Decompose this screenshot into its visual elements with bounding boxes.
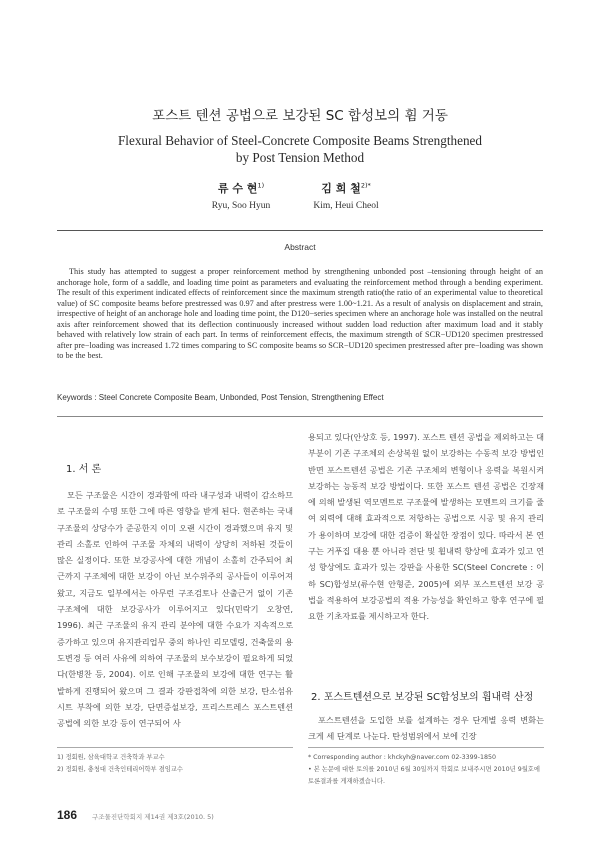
footnote-rule-right bbox=[308, 747, 544, 748]
journal-footer: 구조물진단학회지 제14권 제3호(2010. 5) bbox=[92, 813, 214, 821]
keywords-label: Keywords bbox=[57, 393, 93, 402]
footnote-corresponding-author: * Corresponding author : khckyh@naver.com 02-3399-1850 bbox=[308, 754, 496, 761]
author-2-name-ko: 김 희 철$^{2)*}$ bbox=[321, 181, 371, 195]
section-2-heading: 2. 포스트텐션으로 보강된 SC합성보의 휨내력 산정 bbox=[311, 692, 534, 703]
right-column-paragraph-1: 용되고 있다(안상호 등, 1997). 포스트 텐션 공법을 제외하고는 대부분이 기존 구조체의 손상복원 없이 보강하는 수동적 보강 방법인 반면 포스트텐션 공법은 기존 구조체의 변형이나 응력을 복원시켜 보강하는 능동적 보강 방법이다. 또한 포스트 텐션 공법은 긴장재에 의해 발생된 역모멘트로 구조물에 발생하는 모멘트의 크기를 줄여 외력에 대해 효과적으로 저항하는 공법으로 시공 및 유지 관리가 용이하며 보강에 대한 검증이 확실한 장점이 있다. 따라서 본 연구는 거푸집 대용 뿐 아니라 전단 및 휨내력 향상에 효과가 있고 연성 향상에도 효과가 있는 강판을 사용한 SC(Steel Concrete : 이하 SC)합성보(류수현 안형준, 2005)에 외부 포스트텐션 보강 공법을 적용하여 보강공법의 적용 가능성을 확인하고 향후 연구에 필요한 기초자료를 제시하고자 한다. bbox=[308, 432, 544, 622]
abstract-heading: Abstract bbox=[284, 242, 316, 252]
footnotes-left bbox=[57, 752, 293, 776]
author-2 bbox=[296, 180, 396, 211]
abstract-text: This study has attempted to suggest a proper reinforcement method by strengthening unbonded post –tensioning through height of an anchorage hole, form of a saddle, and loading time point as parameters and evaluating the reinforcement method through a bending experiment. The result of this experiment indicated effects of reinforcement since the maximum strength ratio(the ratio of an experimental value to theoretical value) of SC composite beams before prestressed was 0.97 and after prestress were 1.00~1.21. As a result of analysis on displacement and strain, irrespective of height of an anchorage hole and loading time point, the D120−series specimen where an anchorage hole was installed on the neutral axis after reinforcement showed that its deflection continuously increased without sudden load reduction after maximum load and it stably behaved with relatively low strain of each part. In terms of reinforcement effects, the maximum strength of SCR−UD120 specimen prestressed after pre−loading was increased 1.72 times comparing to SC composite beams so SCR−UD120 specimen prestressed after pre−loading was shown to be the best. bbox=[57, 267, 543, 360]
right-column-bottom bbox=[308, 712, 544, 745]
paper-title-korean: 포스트 텐션 공법으로 보강된 SC 합성보의 휨 거동 bbox=[152, 108, 448, 124]
author-1-name-en: Ryu, Soo Hyun bbox=[211, 201, 271, 211]
abstract-top-rule bbox=[57, 230, 543, 231]
keywords-text: : Steel Concrete Composite Beam, Unbonded, Post Tension, Strengthening Effect bbox=[94, 393, 384, 402]
footnote-discussion-notice: • 본 논문에 대한 토의를 2010년 6월 30일까지 학회로 보내주시면 2010년 9월호에 토론결과를 게재하겠습니다. bbox=[308, 766, 540, 785]
left-column-paragraph: 모든 구조물은 시간이 경과함에 따라 내구성과 내력이 감소하므로 구조물의 수명 또한 그에 따른 영향을 받게 된다. 현존하는 국내 구조물의 상당수가 준공한지 이미 오랜 시간이 경과했으며 유지 및 관리 소홀로 인하여 구조물 자체의 내력이 상당히 저하된 것들이 많은 실정이다. 또한 보강공사에 대한 개념이 소홀히 간주되어 최근까지 구조체에 대한 보강이 아닌 보수위주의 공사들이 이루어져 왔고, 지금도 일부에서는 아무런 구조검토나 산출근거 없이 기존 구조체에 대한 보강공사가 이루어지고 있다(민락기 오창연, 1996). 최근 구조물의 유지 관리 분야에 대한 수요가 지속적으로 증가하고 있으며 유지관리업무 중의 하나인 리모델링, 건축물의 용도변경 등 여러 사유에 의하여 구조물의 보수보강이 필요하게 되었다(한병찬 등, 2004). 이로 인해 구조물의 보강에 대한 연구는 활발하게 진행되어 왔으며 그 결과 강판접착에 의한 보강, 탄소섬유시트 부착에 의한 보강, 단면증설보강, 프리스트레스 포스트텐션 공법에 의한 보강 등이 연구되어 사 bbox=[57, 490, 293, 729]
footnotes-right bbox=[308, 752, 544, 788]
abstract-body bbox=[57, 267, 543, 362]
keywords-bottom-rule bbox=[57, 416, 543, 417]
title-english-line-1: Flexural Behavior of Steel-Concrete Composite Beams Strengthened bbox=[117, 133, 483, 148]
keywords-line bbox=[57, 393, 543, 402]
author-2-name-en: Kim, Heui Cheol bbox=[313, 201, 379, 211]
footnote-rule-left bbox=[57, 747, 293, 748]
right-column-top bbox=[308, 429, 544, 625]
right-column-paragraph-2: 포스트텐션을 도입한 보를 설계하는 경우 단계별 응력 변화는 크게 세 단계로 나눈다. 탄성범위에서 보에 긴장 bbox=[308, 715, 544, 742]
footnote-affiliation-2: 2) 정회원, 충청대 건축인테리어학부 겸임교수 bbox=[57, 766, 183, 773]
footnote-affiliation-1: 1) 정회원, 삼육대학교 건축학과 부교수 bbox=[57, 754, 165, 761]
author-1 bbox=[196, 180, 286, 211]
paper-title-english bbox=[0, 133, 600, 166]
author-1-name-ko: 류 수 현$^{1)}$ bbox=[217, 181, 265, 195]
title-english-line-2: by Post Tension Method bbox=[235, 149, 365, 165]
section-1-heading: 1. 서 론 bbox=[66, 464, 102, 475]
left-column bbox=[57, 487, 293, 731]
page-number: 186 bbox=[57, 808, 78, 822]
